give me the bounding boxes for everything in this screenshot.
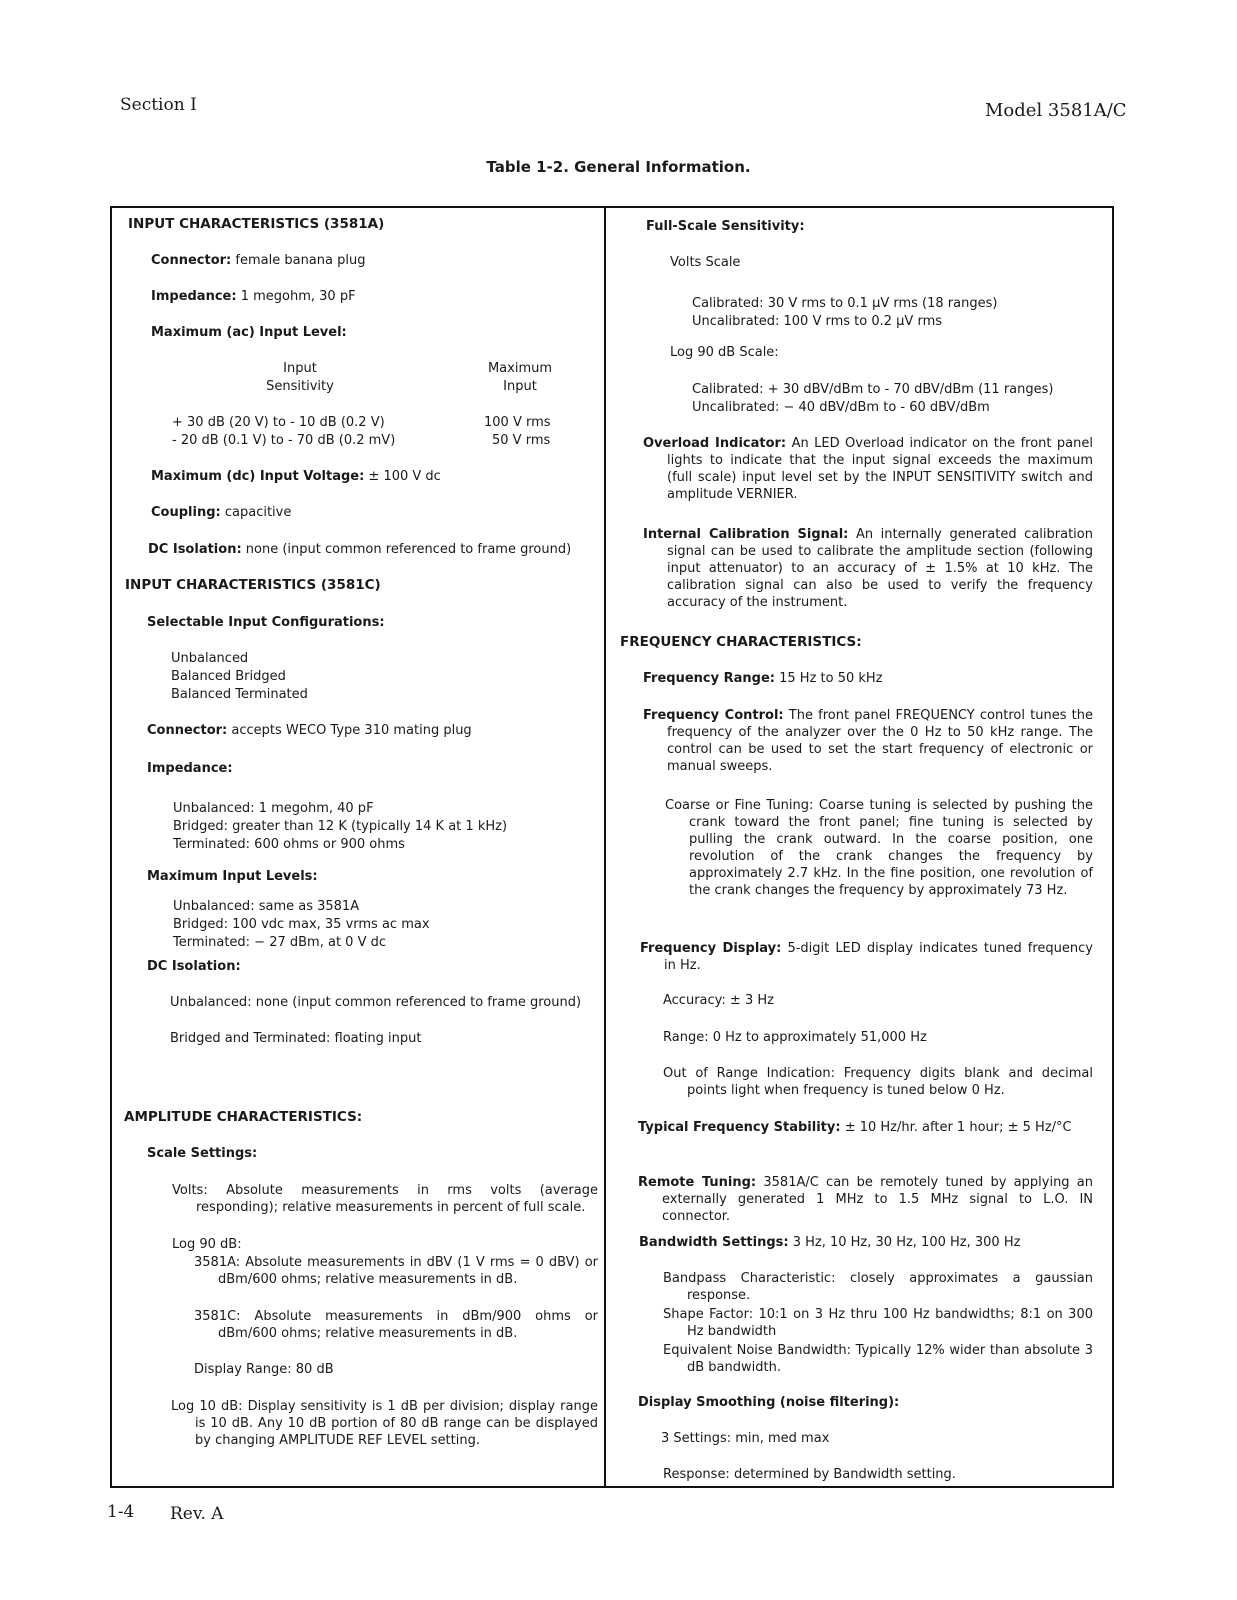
fullscale-label: Full-Scale Sensitivity: bbox=[646, 219, 805, 234]
log90-uncalibrated: Uncalibrated: − 40 dBV/dBm to - 60 dBV/dBm bbox=[692, 400, 990, 415]
frequency-range-value: 15 Hz to 50 kHz bbox=[779, 671, 883, 686]
log90-label: Log 90 dB: bbox=[172, 1237, 242, 1252]
coupling-value: capacitive bbox=[224, 505, 292, 520]
frequency-control-text: The front panel FREQUENCY control tunes the frequency of the analyzer over the 0 Hz to 50 kHz range. The control can be used to set the start frequency of electronic or manual sweeps. bbox=[667, 708, 1093, 774]
volts-uncalibrated: Uncalibrated: 100 V rms to 0.2 μV rms bbox=[692, 314, 943, 329]
max-input-row-1: 100 V rms bbox=[484, 415, 551, 430]
impedance-bridged: Bridged: greater than 12 K (typically 14 K at 1 kHz) bbox=[173, 819, 508, 834]
smoothing-response: Response: determined by Bandwidth setting. bbox=[663, 1467, 956, 1482]
smoothing-settings: 3 Settings: min, med max bbox=[661, 1431, 830, 1446]
bandwidth-label: Bandwidth Settings: bbox=[639, 1235, 789, 1250]
connector-c-label: Connector: bbox=[147, 723, 228, 738]
page-number: 1-4 bbox=[107, 1502, 135, 1522]
level-unbalanced: Unbalanced: same as 3581A bbox=[173, 899, 360, 914]
input-3581c-heading: INPUT CHARACTERISTICS (3581C) bbox=[125, 577, 381, 593]
out-of-range: Out of Range Indication: Frequency digits blank and decimal points light when frequency is tuned below 0 Hz. bbox=[663, 1066, 1093, 1098]
shape-factor: Shape Factor: 10:1 on 3 Hz thru 100 Hz bandwidths; 8:1 on 300 Hz bandwidth bbox=[663, 1307, 1093, 1339]
impedance-unbalanced: Unbalanced: 1 megohm, 40 pF bbox=[173, 801, 374, 816]
connector-c-row bbox=[147, 722, 472, 739]
volts-scale-desc: Volts: Absolute measurements in rms volts (average responding); relative measurements in percent of full scale. bbox=[172, 1183, 598, 1215]
input-configs-label: Selectable Input Configurations: bbox=[147, 615, 385, 630]
section-header: Section I bbox=[120, 95, 197, 115]
max-input-levels-label: Maximum Input Levels: bbox=[147, 869, 318, 884]
dc-isolation-c-label: DC Isolation: bbox=[147, 959, 241, 974]
config-balanced-terminated: Balanced Terminated bbox=[171, 687, 308, 702]
impedance-value: 1 megohm, 30 pF bbox=[240, 289, 356, 304]
connector-row bbox=[151, 252, 365, 269]
accuracy: Accuracy: ± 3 Hz bbox=[663, 993, 774, 1008]
max-ac-label: Maximum (ac) Input Level: bbox=[151, 325, 347, 340]
log10-desc: Log 10 dB: Display sensitivity is 1 dB per division; display range is 10 dB. Any 10 dB portion of 80 dB range can be displayed by changing AMPLITUDE REF LEVEL setting. bbox=[171, 1399, 598, 1448]
calibration-text: An internally generated calibration signal can be used to calibrate the amplitude section (following input attenuator) to an accuracy of ± 1.5% at 10 kHz. The calibration signal can also be used to verify the frequency accuracy of the instrument. bbox=[667, 527, 1093, 610]
impedance-row bbox=[151, 288, 356, 305]
sensitivity-row-2: - 20 dB (0.1 V) to - 70 dB (0.2 mV) bbox=[172, 433, 396, 448]
internal-calibration bbox=[643, 526, 1093, 611]
overload-label: Overload Indicator: bbox=[643, 436, 787, 451]
frequency-control-label: Frequency Control: bbox=[643, 708, 784, 723]
range-approx: Range: 0 Hz to approximately 51,000 Hz bbox=[663, 1030, 927, 1045]
table-title: Table 1-2. General Information. bbox=[486, 158, 751, 176]
remote-tuning-text: 3581A/C can be remotely tuned by applying an externally generated 1 MHz to 1.5 MHz signal to L.O. IN connector. bbox=[662, 1175, 1094, 1224]
frequency-heading: FREQUENCY CHARACTERISTICS: bbox=[620, 634, 862, 650]
input-3581a-heading: INPUT CHARACTERISTICS (3581A) bbox=[128, 216, 385, 232]
max-input-head-1: Maximum bbox=[487, 361, 553, 376]
frequency-stability bbox=[638, 1119, 1093, 1136]
max-input-head-2: Input bbox=[503, 379, 537, 394]
impedance-c-label: Impedance: bbox=[147, 761, 233, 776]
display-range: Display Range: 80 dB bbox=[194, 1362, 334, 1377]
coupling-label: Coupling: bbox=[151, 505, 221, 520]
log90-3581c-desc: 3581C: Absolute measurements in dBm/900 ohms or dBm/600 ohms; relative measurements in dB. bbox=[194, 1309, 598, 1341]
coarse-fine-tuning: Coarse or Fine Tuning: Coarse tuning is selected by pushing the crank toward the front panel; fine tuning is selected by pulling the crank outward. In the coarse position, one revolution of the crank changes the frequency by approximately 2.7 kHz. In the fine position, one revolution of the crank changes the frequency by approximately 73 Hz. bbox=[665, 798, 1093, 898]
config-unbalanced: Unbalanced bbox=[171, 651, 249, 666]
sensitivity-row-1: + 30 dB (20 V) to - 10 dB (0.2 V) bbox=[172, 415, 385, 430]
input-sensitivity-head-1: Input bbox=[283, 361, 317, 376]
overload-indicator bbox=[643, 435, 1093, 503]
dc-isolation-a-value: none (input common referenced to frame ground) bbox=[245, 542, 572, 557]
bandwidth-value: 3 Hz, 10 Hz, 30 Hz, 100 Hz, 300 Hz bbox=[792, 1235, 1021, 1250]
stability-text: ± 10 Hz/hr. after 1 hour; ± 5 Hz/°C bbox=[844, 1120, 1072, 1135]
remote-tuning bbox=[638, 1174, 1093, 1225]
input-sensitivity-head-2: Sensitivity bbox=[266, 379, 334, 394]
config-balanced-bridged: Balanced Bridged bbox=[171, 669, 286, 684]
frequency-display-label: Frequency Display: bbox=[640, 941, 782, 956]
impedance-label: Impedance: bbox=[151, 289, 237, 304]
frequency-range-label: Frequency Range: bbox=[643, 671, 775, 686]
connector-label: Connector: bbox=[151, 253, 232, 268]
impedance-terminated: Terminated: 600 ohms or 900 ohms bbox=[173, 837, 405, 852]
max-dc-value: ± 100 V dc bbox=[368, 469, 441, 484]
dc-isolation-a-label: DC Isolation: bbox=[148, 542, 242, 557]
log90-scale-label: Log 90 dB Scale: bbox=[670, 345, 779, 360]
volts-scale-label: Volts Scale bbox=[670, 255, 741, 270]
log90-calibrated: Calibrated: + 30 dBV/dBm to - 70 dBV/dBm (11 ranges) bbox=[692, 382, 1054, 397]
isolation-bridged-terminated: Bridged and Terminated: floating input bbox=[170, 1031, 422, 1046]
revision: Rev. A bbox=[170, 1504, 224, 1524]
calibration-label: Internal Calibration Signal: bbox=[643, 527, 849, 542]
model-header: Model 3581A/C bbox=[985, 100, 1127, 121]
display-smoothing-label: Display Smoothing (noise filtering): bbox=[638, 1395, 900, 1410]
isolation-unbalanced: Unbalanced: none (input common referenced to frame ground) bbox=[170, 995, 582, 1010]
bandwidth-row bbox=[639, 1234, 1020, 1251]
level-bridged: Bridged: 100 vdc max, 35 vrms ac max bbox=[173, 917, 430, 932]
frequency-range-row bbox=[643, 670, 883, 687]
frequency-display bbox=[640, 940, 1093, 974]
bandpass-characteristic: Bandpass Characteristic: closely approximates a gaussian response. bbox=[663, 1271, 1093, 1303]
max-dc-label: Maximum (dc) Input Voltage: bbox=[151, 469, 365, 484]
log90-3581a-desc: 3581A: Absolute measurements in dBV (1 V rms = 0 dBV) or dBm/600 ohms; relative measurements in dB. bbox=[194, 1255, 598, 1287]
frequency-display-text: 5-digit LED display indicates tuned frequency in Hz. bbox=[664, 941, 1093, 973]
overload-text: An LED Overload indicator on the front panel lights to indicate that the input signal exceeds the maximum (full scale) input level set by the INPUT SENSITIVITY switch and amplitude VERNIER. bbox=[667, 436, 1093, 502]
max-input-row-2: 50 V rms bbox=[492, 433, 551, 448]
max-dc-row bbox=[151, 468, 441, 485]
connector-c-value: accepts WECO Type 310 mating plug bbox=[231, 723, 472, 738]
column-divider bbox=[604, 206, 606, 1486]
connector-value: female banana plug bbox=[235, 253, 366, 268]
dc-isolation-a-row bbox=[148, 541, 571, 558]
equivalent-noise-bandwidth: Equivalent Noise Bandwidth: Typically 12% wider than absolute 3 dB bandwidth. bbox=[663, 1343, 1093, 1375]
frequency-control bbox=[643, 707, 1093, 775]
amplitude-heading: AMPLITUDE CHARACTERISTICS: bbox=[124, 1109, 363, 1125]
coupling-row bbox=[151, 504, 291, 521]
stability-label: Typical Frequency Stability: bbox=[638, 1120, 841, 1135]
level-terminated: Terminated: − 27 dBm, at 0 V dc bbox=[173, 935, 387, 950]
remote-tuning-label: Remote Tuning: bbox=[638, 1175, 757, 1190]
volts-calibrated: Calibrated: 30 V rms to 0.1 μV rms (18 ranges) bbox=[692, 296, 998, 311]
scale-settings-label: Scale Settings: bbox=[147, 1146, 258, 1161]
